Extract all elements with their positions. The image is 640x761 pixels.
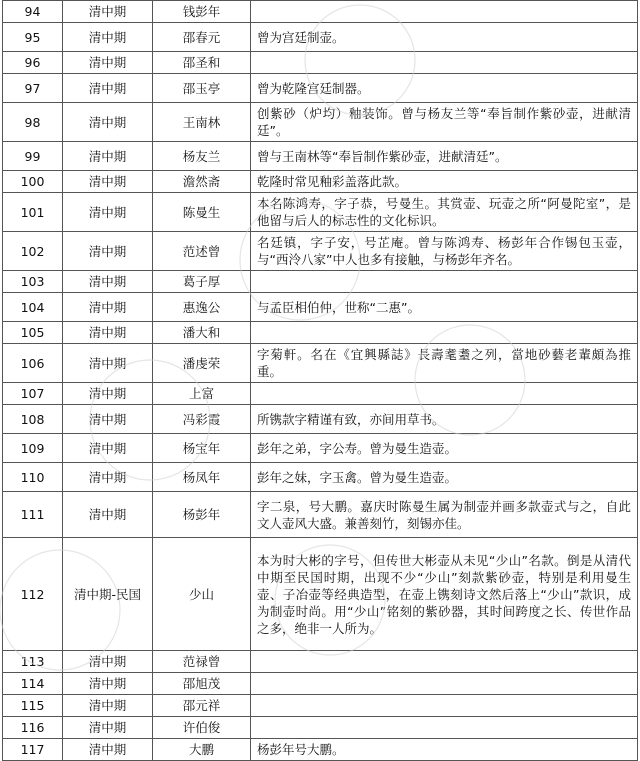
table-row <box>3 538 638 651</box>
table-row <box>3 171 638 193</box>
row-description: 本名陈鸿寿，字子恭，号曼生。其赏壶、玩壶之所“阿曼陀室”，是他留与后人的标志性的文化标识。 <box>251 193 638 232</box>
row-number: 113 <box>3 651 63 673</box>
row-period: 清中期 <box>63 293 153 322</box>
table-row <box>3 492 638 538</box>
row-period: 清中期 <box>63 673 153 695</box>
row-name: 陈曼生 <box>153 193 251 232</box>
row-name: 王南林 <box>153 103 251 142</box>
row-description <box>251 52 638 74</box>
table-row <box>3 23 638 52</box>
row-description <box>251 717 638 739</box>
row-number: 116 <box>3 717 63 739</box>
row-name: 潘虔荣 <box>153 344 251 383</box>
row-period: 清中期 <box>63 103 153 142</box>
table-row <box>3 434 638 463</box>
row-name: 少山 <box>153 538 251 651</box>
row-description: 曾与王南林等“奉旨制作紫砂壶，进献清廷”。 <box>251 142 638 171</box>
row-period: 清中期 <box>63 383 153 405</box>
table-row <box>3 739 638 761</box>
row-name: 许伯俊 <box>153 717 251 739</box>
table-row <box>3 271 638 293</box>
row-number: 103 <box>3 271 63 293</box>
row-name: 邵旭茂 <box>153 673 251 695</box>
row-period: 清中期 <box>63 1 153 23</box>
row-name: 范述曾 <box>153 232 251 271</box>
row-name: 潘大和 <box>153 322 251 344</box>
row-number: 117 <box>3 739 63 761</box>
row-number: 106 <box>3 344 63 383</box>
row-number: 94 <box>3 1 63 23</box>
table-row <box>3 1 638 23</box>
row-description <box>251 673 638 695</box>
row-number: 105 <box>3 322 63 344</box>
row-description: 与孟臣相伯仲，世称“二惠”。 <box>251 293 638 322</box>
row-number: 107 <box>3 383 63 405</box>
row-description: 曾为宫廷制壶。 <box>251 23 638 52</box>
row-period: 清中期 <box>63 405 153 434</box>
row-number: 97 <box>3 74 63 103</box>
row-description: 杨彭年号大鹏。 <box>251 739 638 761</box>
row-name: 范禄曾 <box>153 651 251 673</box>
table-row <box>3 673 638 695</box>
table-row <box>3 322 638 344</box>
table-row <box>3 103 638 142</box>
table-row <box>3 463 638 492</box>
row-period: 清中期 <box>63 463 153 492</box>
table-row <box>3 405 638 434</box>
row-name: 上富 <box>153 383 251 405</box>
row-description <box>251 383 638 405</box>
row-period: 清中期-民国 <box>63 538 153 651</box>
row-name: 杨彭年 <box>153 492 251 538</box>
row-period: 清中期 <box>63 52 153 74</box>
row-number: 110 <box>3 463 63 492</box>
potters-table <box>2 0 638 761</box>
row-name: 大鹏 <box>153 739 251 761</box>
row-name: 邵玉亭 <box>153 74 251 103</box>
row-number: 115 <box>3 695 63 717</box>
row-number: 100 <box>3 171 63 193</box>
row-description <box>251 322 638 344</box>
row-period: 清中期 <box>63 695 153 717</box>
row-description <box>251 271 638 293</box>
row-description: 字二泉，号大鹏。嘉庆时陈曼生属为制壶并画多款壶式与之，自此文人壶风大盛。兼善刻竹，刻锡亦佳。 <box>251 492 638 538</box>
table-row <box>3 383 638 405</box>
row-period: 清中期 <box>63 717 153 739</box>
row-number: 96 <box>3 52 63 74</box>
row-name: 邵圣和 <box>153 52 251 74</box>
row-name: 葛子厚 <box>153 271 251 293</box>
row-name: 澹然斋 <box>153 171 251 193</box>
row-period: 清中期 <box>63 344 153 383</box>
table-row <box>3 193 638 232</box>
row-number: 109 <box>3 434 63 463</box>
row-number: 95 <box>3 23 63 52</box>
row-period: 清中期 <box>63 739 153 761</box>
table-row <box>3 695 638 717</box>
row-name: 杨凤年 <box>153 463 251 492</box>
row-description: 字菊軒。名在《宜興縣誌》長壽耄耋之列，當地砂藝老輩頗為推重。 <box>251 344 638 383</box>
row-description: 名廷镇，字子安，号芷庵。曾与陈鸿寿、杨彭年合作锡包玉壶，与“西泠八家”中人也多有接触，与杨彭年齐名。 <box>251 232 638 271</box>
row-description <box>251 1 638 23</box>
table-row <box>3 651 638 673</box>
row-name: 邵春元 <box>153 23 251 52</box>
row-number: 111 <box>3 492 63 538</box>
row-number: 112 <box>3 538 63 651</box>
row-description: 所镌款字精谨有致，亦间用草书。 <box>251 405 638 434</box>
table-row <box>3 717 638 739</box>
row-description <box>251 695 638 717</box>
row-description <box>251 651 638 673</box>
row-period: 清中期 <box>63 492 153 538</box>
row-number: 104 <box>3 293 63 322</box>
row-number: 114 <box>3 673 63 695</box>
row-period: 清中期 <box>63 171 153 193</box>
table-row <box>3 52 638 74</box>
row-description: 乾隆时常见釉彩盖落此款。 <box>251 171 638 193</box>
row-period: 清中期 <box>63 232 153 271</box>
row-period: 清中期 <box>63 651 153 673</box>
table-row <box>3 74 638 103</box>
table-row <box>3 293 638 322</box>
row-description: 彭年之弟，字公寿。曾为曼生造壶。 <box>251 434 638 463</box>
row-description: 创紫砂（炉均）釉装饰。曾与杨友兰等“奉旨制作紫砂壶，进献清廷”。 <box>251 103 638 142</box>
row-period: 清中期 <box>63 434 153 463</box>
row-name: 惠逸公 <box>153 293 251 322</box>
row-name: 邵元祥 <box>153 695 251 717</box>
row-name: 杨宝年 <box>153 434 251 463</box>
table-row <box>3 232 638 271</box>
row-number: 101 <box>3 193 63 232</box>
row-number: 98 <box>3 103 63 142</box>
row-description: 曾为乾隆宫廷制器。 <box>251 74 638 103</box>
row-period: 清中期 <box>63 271 153 293</box>
table-row <box>3 344 638 383</box>
row-number: 108 <box>3 405 63 434</box>
table-row <box>3 142 638 171</box>
table-body <box>3 1 638 761</box>
row-description: 彭年之妹，字玉禽。曾为曼生造壶。 <box>251 463 638 492</box>
row-name: 杨友兰 <box>153 142 251 171</box>
row-number: 102 <box>3 232 63 271</box>
row-period: 清中期 <box>63 142 153 171</box>
row-name: 钱彭年 <box>153 1 251 23</box>
row-period: 清中期 <box>63 23 153 52</box>
row-description: 本为时大彬的字号，但传世大彬壶从未见“少山”名款。倒是从清代中期至民国时期，出现不少“少山”刻款紫砂壶，特别是利用曼生壶、子冶壶等经典造型，在壶上镌刻诗文然后落上“少山”款识，成为制壶时尚。用“少山”铭刻的紫砂器，其时间跨度之长、传世作品之多，绝非一人所为。 <box>251 538 638 651</box>
row-period: 清中期 <box>63 74 153 103</box>
row-period: 清中期 <box>63 322 153 344</box>
row-name: 冯彩霞 <box>153 405 251 434</box>
row-number: 99 <box>3 142 63 171</box>
row-period: 清中期 <box>63 193 153 232</box>
